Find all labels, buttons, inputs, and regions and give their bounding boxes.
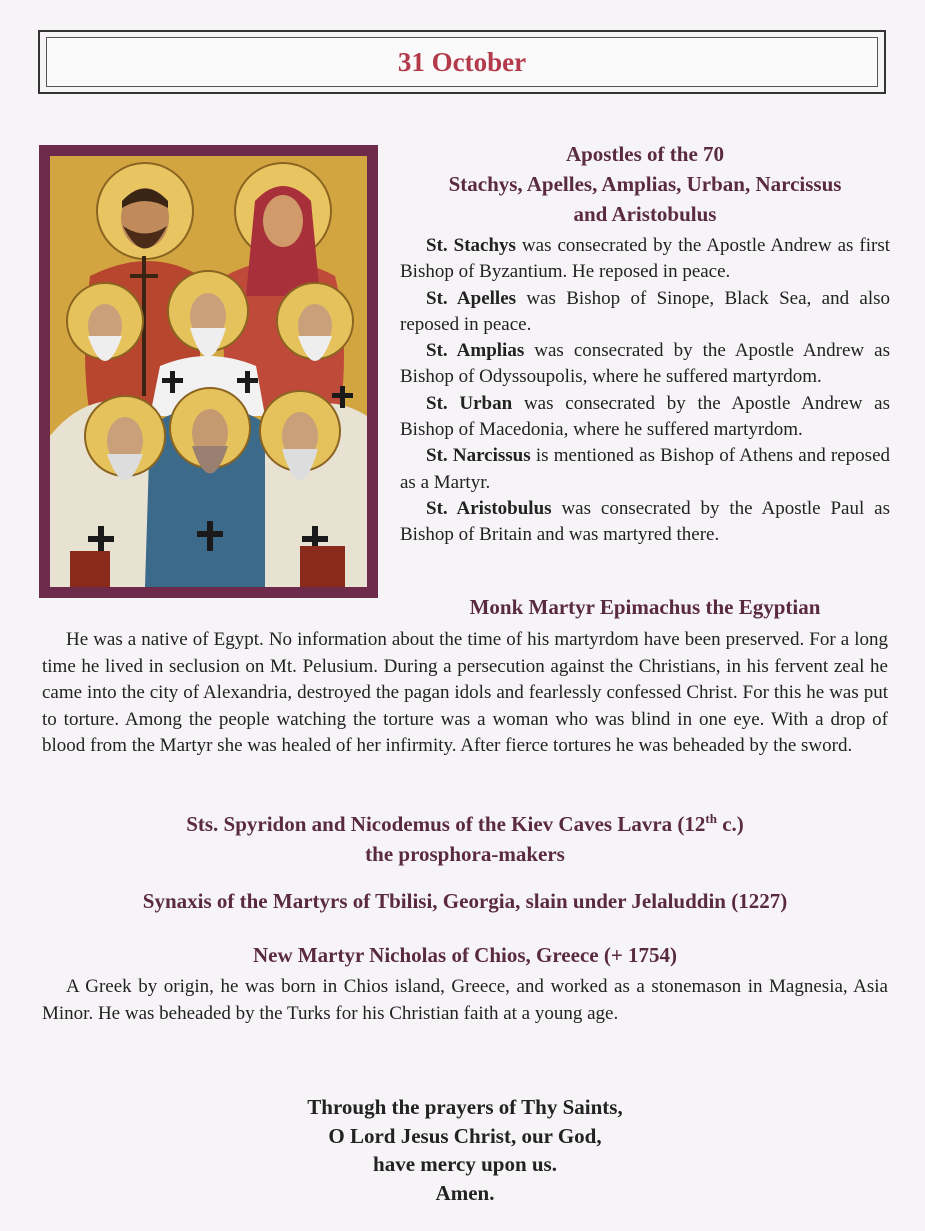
prayer-line: Amen. <box>435 1180 495 1205</box>
spyridon-title-end: c.) <box>716 812 744 836</box>
apostle-text: was consecrated by the Apostle Andrew as Bishop of Odyssoupolis, where he suffered martyrdom. <box>400 340 890 388</box>
saint-figure-bottom-row <box>50 371 367 587</box>
epimachus-title: Monk Martyr Epimachus the Egyptian <box>469 595 821 619</box>
synaxis-title: Synaxis of the Martyrs of Tbilisi, Georgia, slain under Jelaluddin (1227) <box>142 889 788 913</box>
spyridon-title-sup: th <box>705 811 717 826</box>
apostles-icon <box>50 156 367 587</box>
date-title: 31 October <box>397 46 527 77</box>
apostle-text: is mentioned as Bishop of Athens and reposed as a Martyr. <box>400 445 890 493</box>
apostles-title-line3: and Aristobulus <box>573 202 717 226</box>
apostle-entry <box>400 286 890 339</box>
spyridon-title-main: Sts. Spyridon and Nicodemus of the Kiev Caves Lavra (12 <box>186 812 706 836</box>
apostle-text: was consecrated by the Apostle Paul as Bishop of Britain and was martyred there. <box>400 497 891 546</box>
prayer-line: O Lord Jesus Christ, our God, <box>328 1123 602 1148</box>
epimachus-body: He was a native of Egypt. No information about the time of his martyrdom have been preserved. For a long time he lived in seclusion on Mt. Pelusium. During a persecution against the Christians, in his fervent zeal he came into the city of Alexandria, destroyed the pagan idols and fearlessly confessed Christ. For this he was put to torture. Among the people watching the torture was a woman who was blind in one eye. With a drop of blood from the Martyr she was healed of her infirmity. After fierce tortures he was beheaded by the sword. <box>42 629 888 756</box>
apostle-name: St. Amplias <box>426 340 525 362</box>
apostles-title-line1: Apostles of the 70 <box>565 142 725 166</box>
date-header <box>38 30 886 94</box>
apostle-text: was consecrated by the Apostle Andrew as Bishop of Macedonia, where he suffered martyrdom. <box>400 392 890 441</box>
spyridon-title-line1 <box>42 804 888 839</box>
apostle-text: was Bishop of Sinope, Black Sea, and also reposed in peace. <box>400 287 891 335</box>
apostle-name: St. Apelles <box>426 287 517 309</box>
prayer-line: have mercy upon us. <box>373 1152 557 1176</box>
nicholas-body: A Greek by origin, he was born in Chios island, Greece, and worked as a stonemason in Magnesia, Asia Minor. He was beheaded by the Turks for his Christian faith at a young age. <box>42 976 888 1024</box>
spyridon-section <box>42 804 888 869</box>
apostles-icon-drawing <box>50 156 367 587</box>
apostle-name: St. Narcissus <box>426 445 531 467</box>
icon-frame <box>39 145 378 598</box>
apostle-entry <box>400 496 890 549</box>
apostle-name: St. Aristobulus <box>426 497 552 519</box>
apostles-entries <box>400 233 890 549</box>
apostles-title-line2: Stachys, Apelles, Amplias, Urban, Narcissus <box>448 172 842 196</box>
apostle-text: was consecrated by the Apostle Andrew as first Bishop of Byzantium. He reposed in peace. <box>400 235 890 283</box>
closing-prayer <box>42 1093 888 1207</box>
apostle-name: St. Urban <box>426 392 513 414</box>
nicholas-title: New Martyr Nicholas of Chios, Greece (+ 1754) <box>252 943 678 967</box>
date-header-inner <box>46 37 878 87</box>
apostle-name: St. Stachys <box>426 235 516 256</box>
apostle-entry <box>400 391 890 444</box>
prayer-line: Through the prayers of Thy Saints, <box>307 1095 623 1119</box>
apostles-section <box>400 139 890 549</box>
apostle-entry <box>400 233 890 286</box>
apostle-entry <box>400 338 890 391</box>
spyridon-title-line2: the prosphora-makers <box>365 842 565 866</box>
apostle-entry <box>400 443 890 496</box>
